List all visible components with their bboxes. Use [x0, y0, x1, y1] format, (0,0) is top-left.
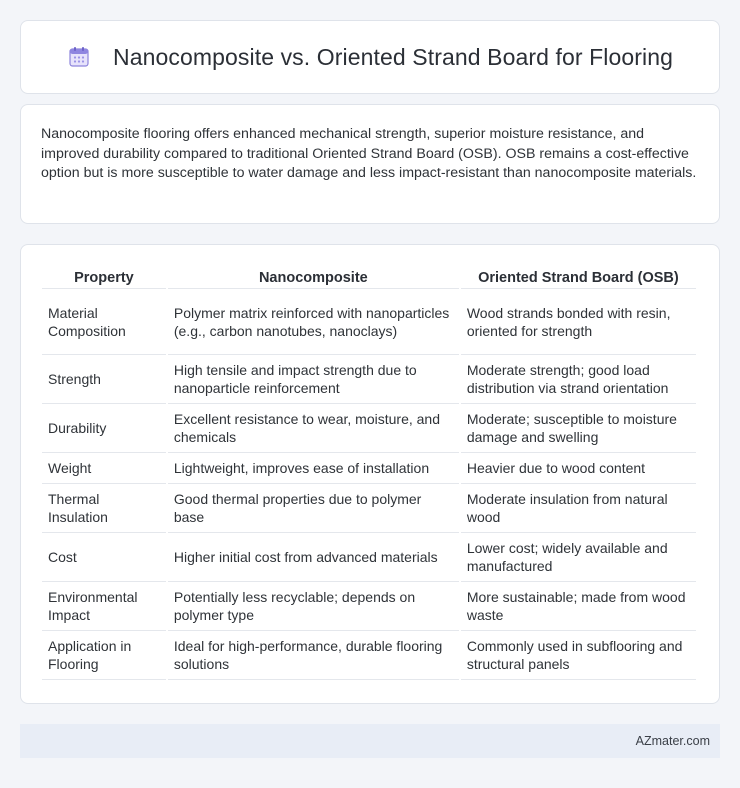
table-row: [42, 453, 696, 484]
osb-cell: More sustainable; made from wood waste: [461, 582, 696, 631]
nanocomposite-cell: Lightweight, improves ease of installation: [168, 453, 459, 484]
table-row: [42, 289, 696, 355]
nanocomposite-cell: Good thermal properties due to polymer base: [168, 484, 459, 533]
osb-cell: Lower cost; widely available and manufactured: [461, 533, 696, 582]
column-header-nanocomposite: Nanocomposite: [168, 265, 459, 289]
property-cell: Strength: [42, 355, 166, 404]
nanocomposite-cell: Higher initial cost from advanced materials: [168, 533, 459, 582]
comparison-table: [40, 265, 698, 680]
nanocomposite-cell: Ideal for high-performance, durable flooring solutions: [168, 631, 459, 680]
table-row: [42, 631, 696, 680]
footer-source: AZmater.com: [635, 734, 710, 748]
osb-cell: Moderate insulation from natural wood: [461, 484, 696, 533]
property-cell: Thermal Insulation: [42, 484, 166, 533]
title-card: [20, 20, 720, 94]
osb-cell: Heavier due to wood content: [461, 453, 696, 484]
table-header-row: [42, 265, 696, 289]
calendar-icon: [67, 45, 91, 69]
table-row: [42, 582, 696, 631]
property-cell: Durability: [42, 404, 166, 453]
table-row: [42, 404, 696, 453]
summary-card: [20, 104, 720, 224]
nanocomposite-cell: Potentially less recyclable; depends on polymer type: [168, 582, 459, 631]
page-title: Nanocomposite vs. Oriented Strand Board for Flooring: [112, 43, 674, 70]
osb-cell: Commonly used in subflooring and structural panels: [461, 631, 696, 680]
property-cell: Cost: [42, 533, 166, 582]
property-cell: Environmental Impact: [42, 582, 166, 631]
property-cell: Weight: [42, 453, 166, 484]
nanocomposite-cell: Excellent resistance to wear, moisture, and chemicals: [168, 404, 459, 453]
comparison-table-card: [20, 244, 720, 704]
table-row: [42, 533, 696, 582]
table-row: [42, 484, 696, 533]
osb-cell: Wood strands bonded with resin, oriented for strength: [461, 289, 696, 355]
summary-text: Nanocomposite flooring offers enhanced mechanical strength, superior moisture resistance, and improved durability compared to traditional Oriented Strand Board (OSB). OSB remains a cost-effective option but is more susceptible to water damage and less impact-resistant than nanocomposite materials.: [41, 126, 697, 181]
column-header-property: Property: [42, 265, 166, 289]
property-cell: Material Composition: [42, 289, 166, 355]
footer: [20, 724, 720, 758]
property-cell: Application in Flooring: [42, 631, 166, 680]
osb-cell: Moderate strength; good load distribution via strand orientation: [461, 355, 696, 404]
osb-cell: Moderate; susceptible to moisture damage and swelling: [461, 404, 696, 453]
table-row: [42, 355, 696, 404]
nanocomposite-cell: High tensile and impact strength due to nanoparticle reinforcement: [168, 355, 459, 404]
nanocomposite-cell: Polymer matrix reinforced with nanoparticles (e.g., carbon nanotubes, nanoclays): [168, 289, 459, 355]
column-header-osb: Oriented Strand Board (OSB): [461, 265, 696, 289]
